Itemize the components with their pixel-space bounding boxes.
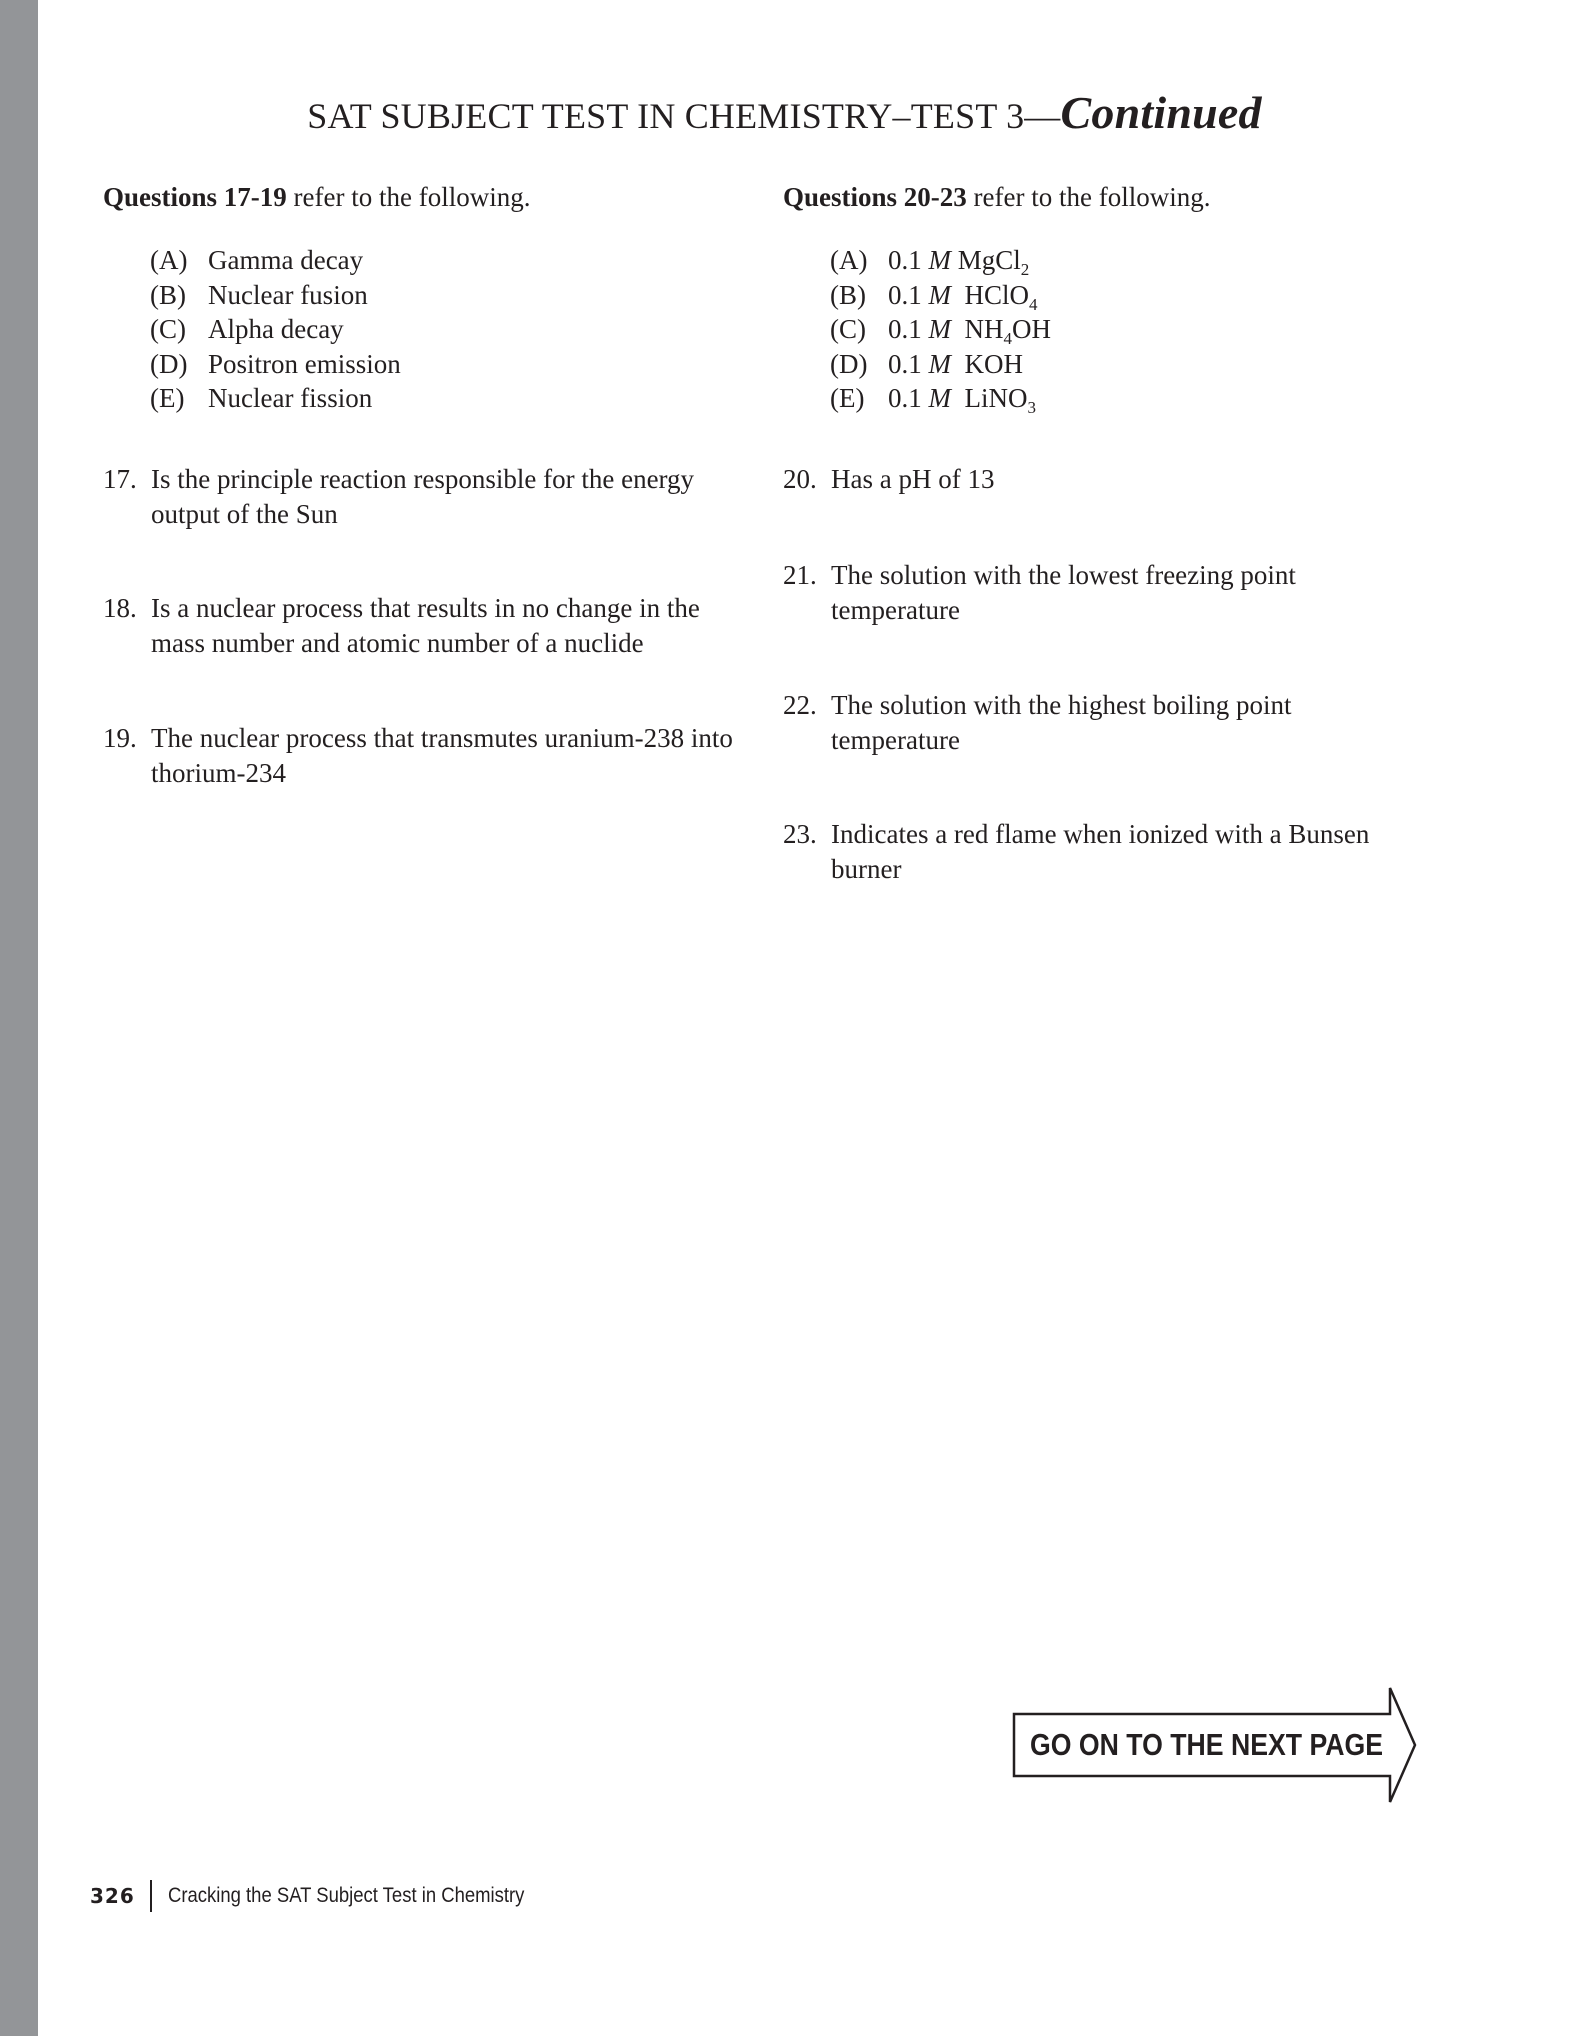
left-choice [150,278,743,313]
question-23 [783,817,1423,887]
left-choice [150,312,743,347]
choice-label: (B) [830,279,866,310]
left-intro-bold: Questions 17-19 [103,182,287,212]
formula-part: OH [1012,314,1051,344]
choice-text [888,347,1023,382]
choice-text: Nuclear fusion [208,279,368,310]
question-text: Is the principle reaction responsible for the energy output of the Sun [151,464,695,529]
left-choice-list [150,243,743,416]
choice-label: (C) [150,314,186,344]
question-text: The solution with the lowest freezing point temperature [831,560,1296,625]
formula-part: NH [964,314,1004,344]
right-choice [830,278,1423,313]
formula-part: HClO [964,279,1030,310]
molarity-unit: M [928,279,951,310]
choice-label: (D) [150,348,188,379]
question-text: The solution with the highest boiling point temperature [831,690,1292,755]
right-choice-list [830,243,1423,416]
molarity-unit: M [928,348,951,379]
concentration: 0.1 [888,279,922,310]
choice-text: Positron emission [208,348,401,379]
formula-part: MgCl [957,245,1021,275]
right-intro-bold: Questions 20-23 [783,182,967,212]
page-title-text: SAT SUBJECT TEST IN CHEMISTRY–TEST 3— [307,96,1061,136]
question-21 [783,558,1343,628]
molarity-unit: M [928,383,951,413]
next-page-arrow [1012,1686,1417,1804]
formula-subscript: 4 [1003,329,1012,348]
question-number: 18. [103,593,137,623]
footer-divider [150,1880,152,1912]
question-number: 21. [783,560,817,590]
question-text: Has a pH of 13 [831,464,995,494]
formula-part: KOH [964,348,1023,379]
right-intro-rest: refer to the following. [966,182,1211,212]
left-choice [150,243,743,278]
choice-label: (D) [830,348,868,379]
choice-label: (A) [150,245,188,275]
question-number: 19. [103,723,137,753]
formula-subscript: 4 [1029,294,1038,314]
question-text: The nuclear process that transmutes uranium-238 into thorium-234 [151,723,733,788]
choice-text [888,312,1051,347]
formula-subscript: 3 [1027,398,1036,417]
question-number: 20. [783,464,817,494]
question-17 [103,462,743,532]
question-18 [103,591,743,661]
question-number: 22. [783,690,817,720]
formula-subscript: 2 [1020,260,1030,279]
left-margin-bar [0,0,38,2036]
concentration: 0.1 [888,383,922,413]
page-title [0,86,1569,139]
choice-text [888,243,1029,278]
choice-label: (E) [150,383,185,413]
concentration: 0.1 [888,245,922,275]
question-text: Is a nuclear process that results in no change in the mass number and atomic number of a nuclide [151,593,700,658]
left-choice [150,381,743,416]
left-intro-rest: refer to the following. [286,182,531,212]
concentration: 0.1 [888,348,922,379]
concentration: 0.1 [888,314,922,344]
question-22 [783,688,1343,758]
molarity-unit: M [928,314,951,344]
left-column [103,180,743,788]
question-number: 23. [783,819,817,849]
choice-label: (E) [830,383,865,413]
choice-text: Gamma decay [208,245,364,275]
choice-label: (B) [150,279,186,310]
question-text: Indicates a red flame when ionized with a Bunsen burner [831,819,1370,884]
choice-label: (A) [830,245,868,275]
page-title-continued: Continued [1060,87,1262,138]
choice-text: Nuclear fission [208,383,373,413]
question-19 [103,721,743,791]
formula-part: LiNO [964,383,1028,413]
right-choice [830,243,1423,278]
footer-book-title: Cracking the SAT Subject Test in Chemistry [168,1884,525,1907]
left-column-intro [103,180,743,215]
right-column [783,180,1423,884]
molarity-unit: M [928,245,951,275]
right-choice [830,312,1423,347]
question-20 [783,462,1423,497]
left-choice [150,347,743,382]
choice-label: (C) [830,314,866,344]
right-choice [830,347,1423,382]
right-column-intro [783,180,1423,215]
question-number: 17. [103,464,137,494]
choice-text [888,278,1038,313]
choice-text: Alpha decay [208,314,344,344]
right-choice [830,381,1423,416]
next-page-label: GO ON TO THE NEXT PAGE [1030,1727,1384,1762]
footer-page-number: 326 [90,1884,135,1908]
choice-text [888,381,1036,416]
